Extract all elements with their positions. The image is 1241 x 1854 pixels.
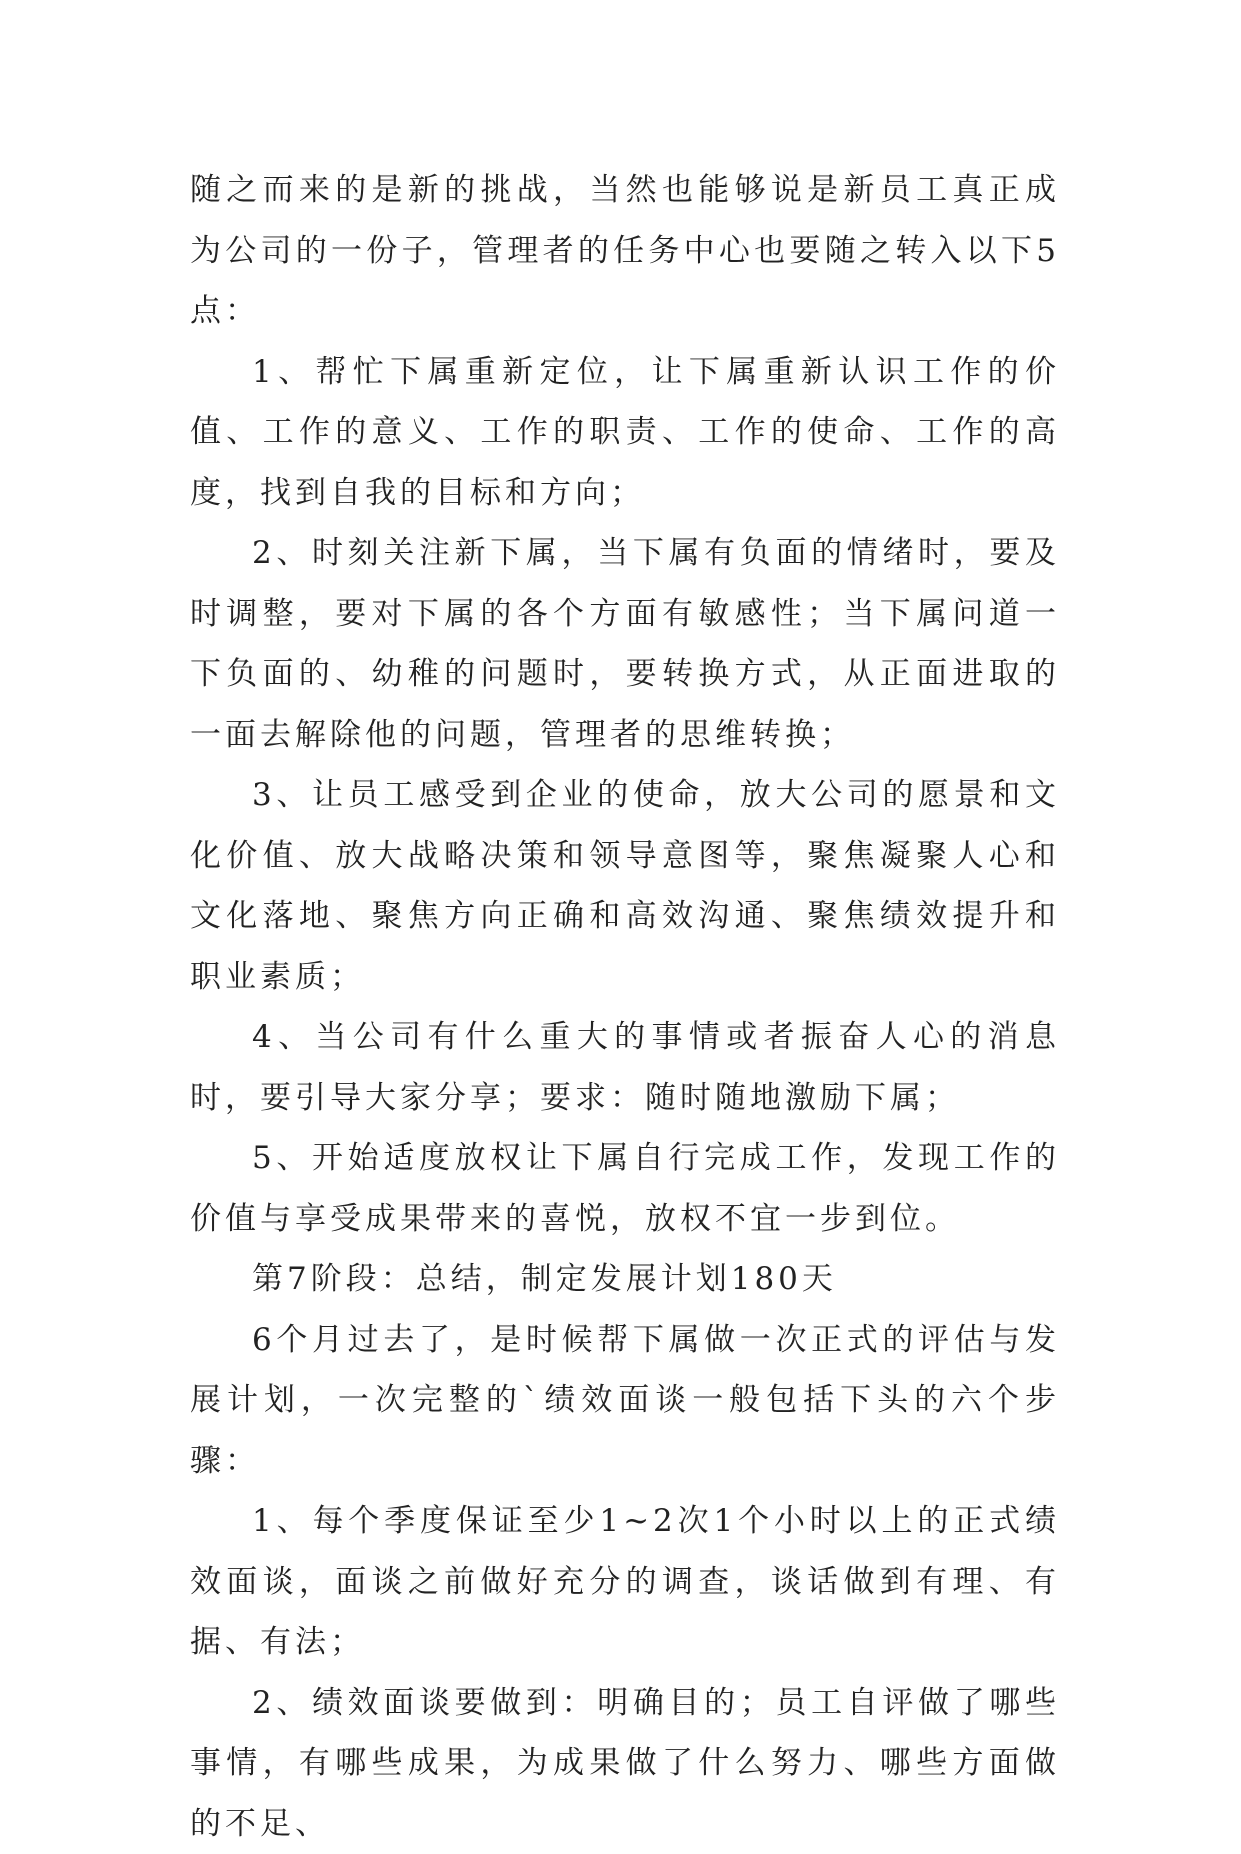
paragraph-intro: 随之而来的是新的挑战，当然也能够说是新员工真正成为公司的一份子，管理者的任务中心也要随之转入以下5点： bbox=[190, 160, 1060, 342]
paragraph-item-4-share: 4、当公司有什么重大的事情或者振奋人心的消息时，要引导大家分享；要求：随时随地激励下属； bbox=[190, 1007, 1060, 1128]
paragraph-item-1-reposition: 1、帮忙下属重新定位，让下属重新认识工作的价值、工作的意义、工作的职责、工作的使命、工作的高度，找到自我的目标和方向； bbox=[190, 342, 1060, 524]
section-heading-stage-7: 第7阶段：总结，制定发展计划180天 bbox=[190, 1249, 1060, 1310]
paragraph-item-5-delegate: 5、开始适度放权让下属自行完成工作，发现工作的价值与享受成果带来的喜悦，放权不宜一步到位。 bbox=[190, 1128, 1060, 1249]
paragraph-stage-7-intro: 6个月过去了，是时候帮下属做一次正式的评估与发展计划，一次完整的`绩效面谈一般包括下头的六个步骤： bbox=[190, 1310, 1060, 1492]
document-body bbox=[190, 160, 1060, 1854]
paragraph-item-3-mission: 3、让员工感受到企业的使命，放大公司的愿景和文化价值、放大战略决策和领导意图等，聚焦凝聚人心和文化落地、聚焦方向正确和高效沟通、聚焦绩效提升和职业素质； bbox=[190, 765, 1060, 1007]
paragraph-step-1-interview: 1、每个季度保证至少1~2次1个小时以上的正式绩效面谈，面谈之前做好充分的调查，谈话做到有理、有据、有法； bbox=[190, 1491, 1060, 1673]
paragraph-item-2-attention: 2、时刻关注新下属，当下属有负面的情绪时，要及时调整，要对下属的各个方面有敏感性；当下属问道一下负面的、幼稚的问题时，要转换方式，从正面进取的一面去解除他的问题，管理者的思维转换； bbox=[190, 523, 1060, 765]
paragraph-step-2-goals: 2、绩效面谈要做到：明确目的；员工自评做了哪些事情，有哪些成果，为成果做了什么努力、哪些方面做的不足、 bbox=[190, 1673, 1060, 1854]
